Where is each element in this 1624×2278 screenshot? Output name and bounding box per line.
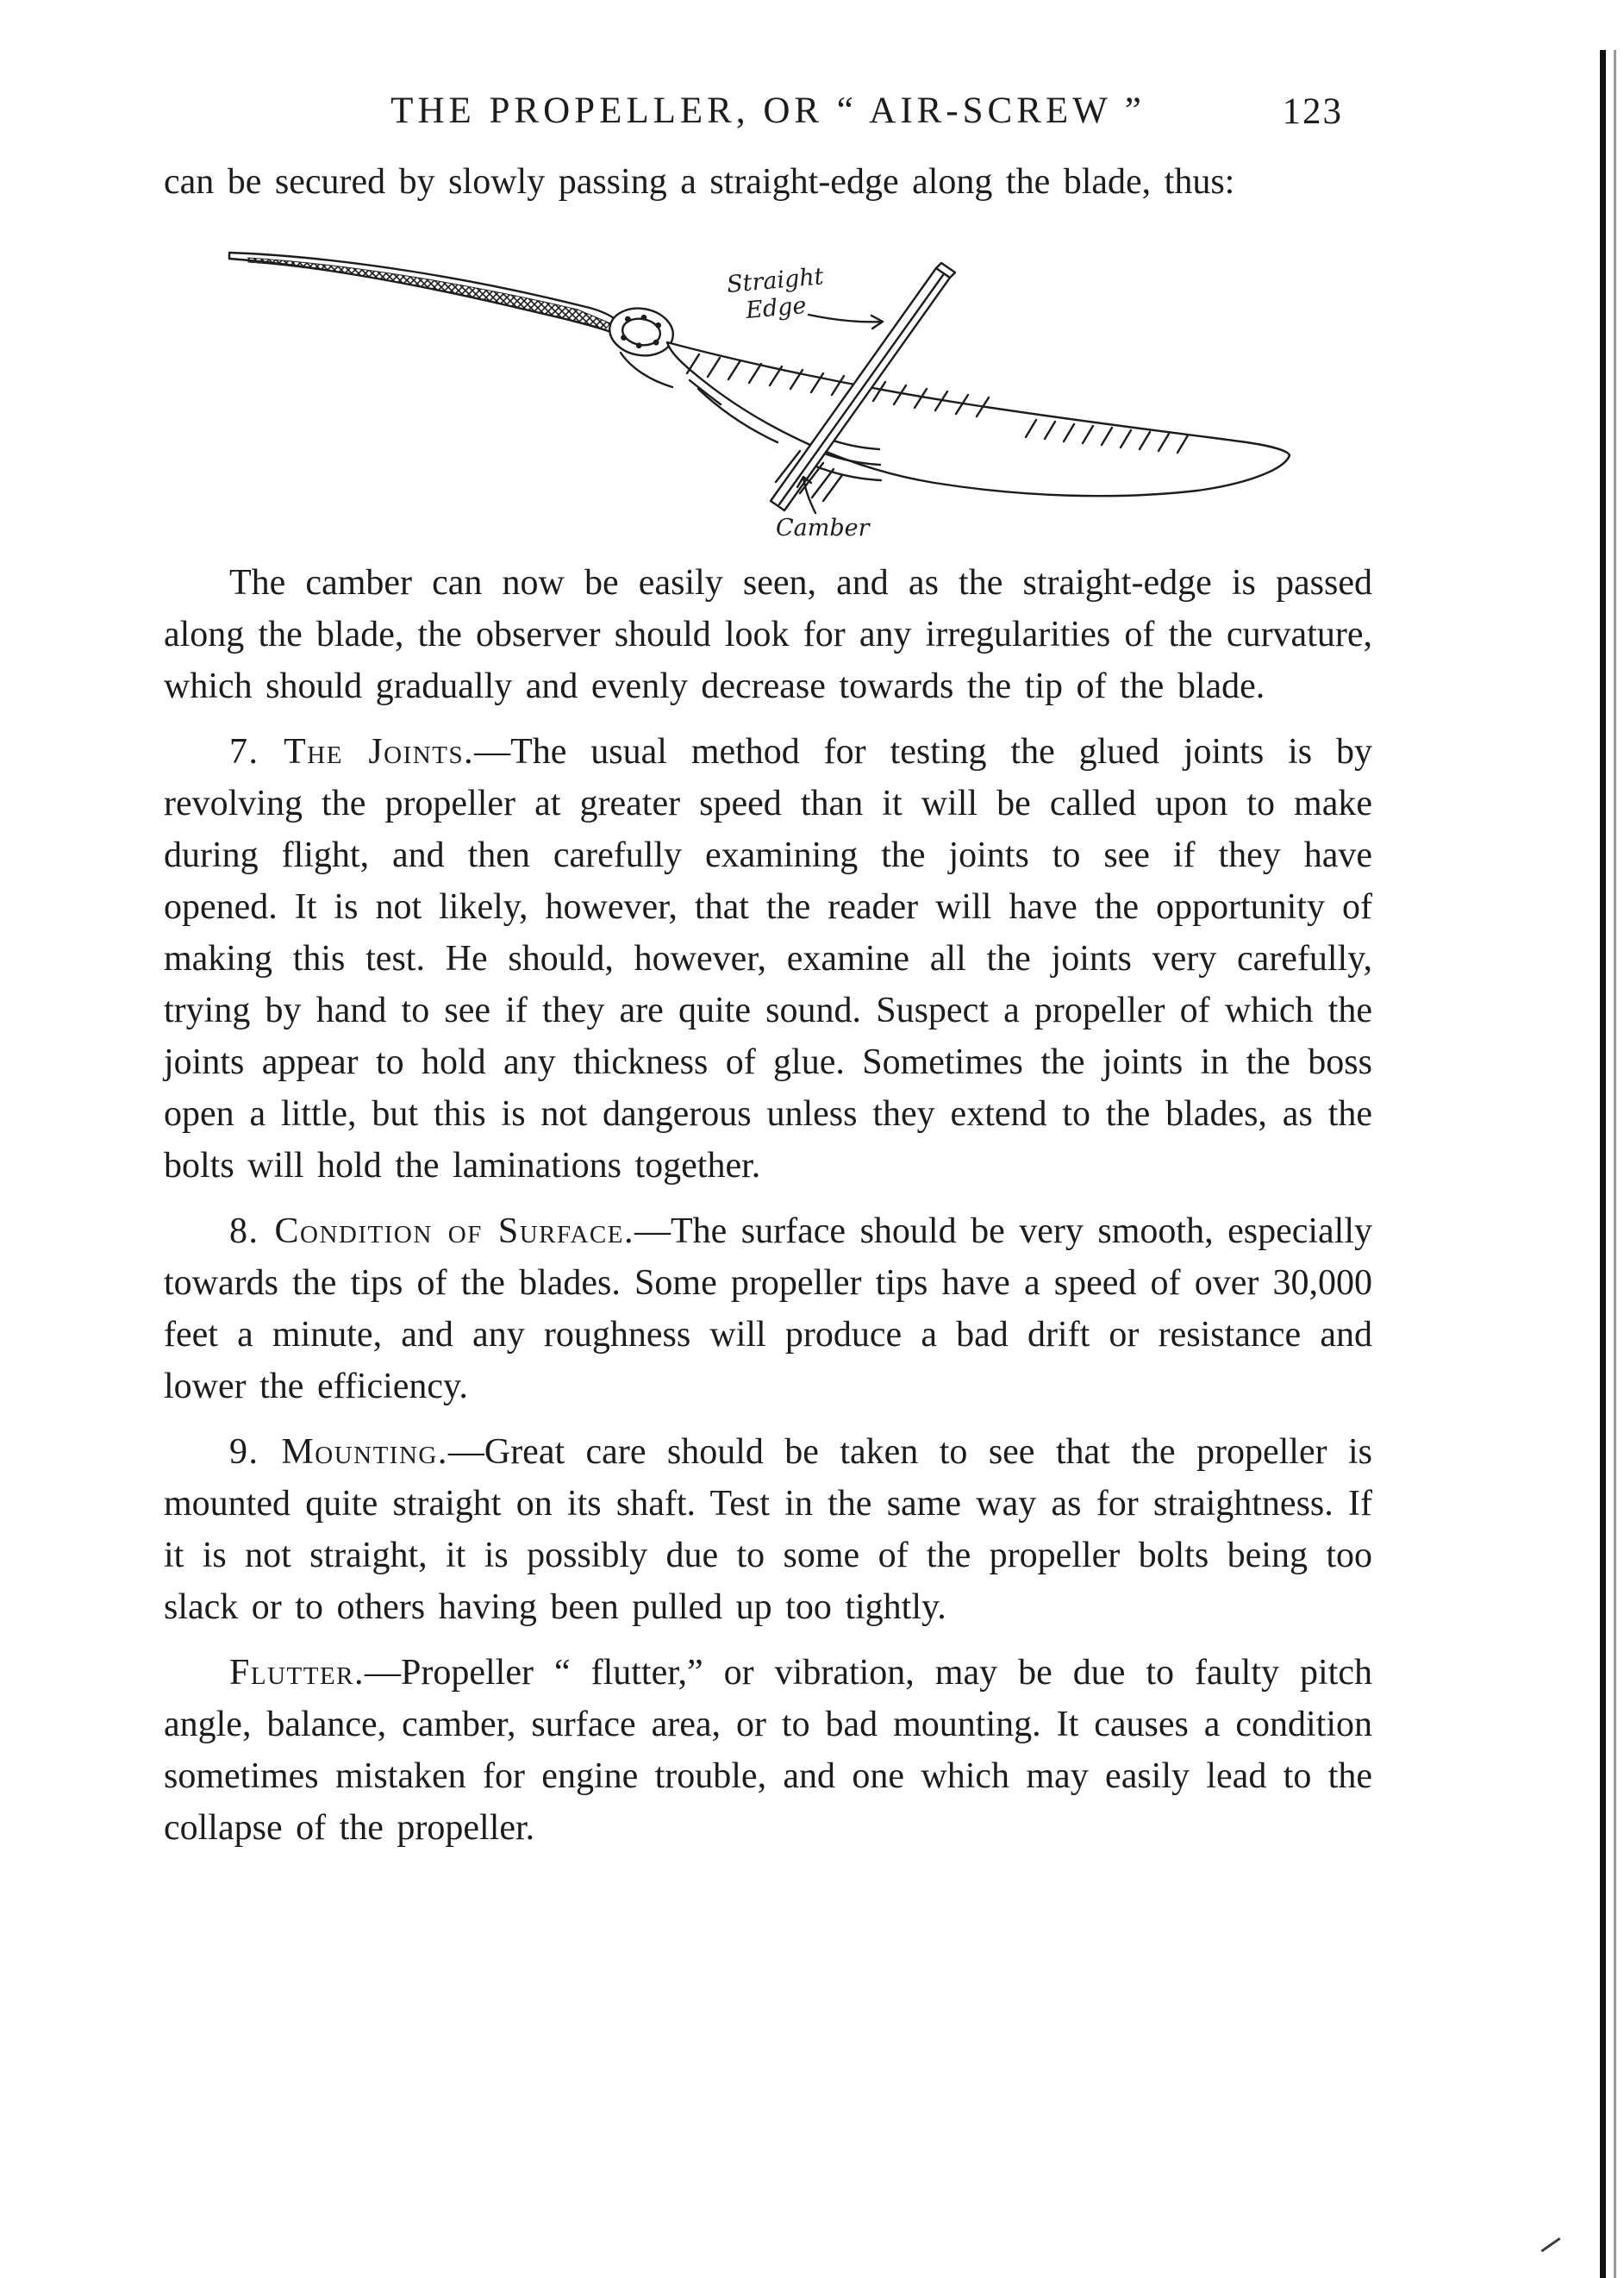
paragraph-text: —Great care should be taken to see that the propeller is mounted quite straight on its shaft. Test in the same way as for straightness. If it is not straight, it is possibly due to some of the propeller bolts being too slack or to others having been pulled up too tightly. bbox=[164, 1432, 1373, 1627]
far-blade bbox=[229, 253, 623, 334]
paragraph-text: The camber can now be easily seen, and as the straight-edge is passed along the blade, the observer should look for any irregularities of the curvature, which should gradually and evenly decrease towards the tip of the blade. bbox=[164, 563, 1372, 706]
paragraph-text: can be secured by slowly passing a straight-edge along the blade, thus: bbox=[164, 162, 1235, 202]
section-heading-flutter: Flutter. bbox=[229, 1653, 365, 1693]
running-header bbox=[164, 90, 1372, 132]
paragraph-text: —Propeller “ flutter,” or vibration, may be due to faulty pitch angle, balance, camber, surface area, or to bad mounting. It causes a condition sometimes mistaken for engine trouble, and one which may easily lead to the collapse of the propeller. bbox=[164, 1653, 1372, 1848]
label-straight-edge-line1: Straight bbox=[725, 263, 825, 298]
paragraph-joints bbox=[164, 726, 1372, 1192]
label-camber: Camber bbox=[776, 515, 870, 539]
propeller-boss bbox=[606, 304, 677, 360]
propeller-sketch bbox=[217, 228, 1312, 539]
straight-edge-label bbox=[726, 263, 883, 329]
paragraph-text: —The surface should be very smooth, especially towards the tips of the blades. Some propeller tips have a speed of over 30,000 feet a minute, and any roughness will produce a bad drift or resistance and lower the efficiency. bbox=[164, 1211, 1372, 1406]
paragraph-mounting bbox=[164, 1426, 1372, 1633]
paragraph-flutter bbox=[164, 1647, 1372, 1854]
binding-shadow-line bbox=[1614, 50, 1616, 2278]
binding-line bbox=[1600, 50, 1606, 2278]
label-straight-edge-line2: Edge bbox=[744, 291, 808, 324]
paragraph-text: —The usual method for testing the glued joints is by revolving the propeller at greater speed than it will be called upon to make during flight, and then carefully examining the joints to see if they have opened. It is not likely, however, that the reader will have the opportunity of making this test. He should, however, examine all the joints very carefully, trying by hand to see if they are quite sound. Suspect a propeller of which the joints appear to hold any thickness of glue. Sometimes the joints in the boss open a little, but this is not dangerous unless they extend to the blades, as the bolts will hold the laminations together. bbox=[164, 732, 1372, 1186]
book-page bbox=[164, 90, 1372, 1854]
page-title: THE PROPELLER, OR “ AIR-SCREW ” bbox=[390, 91, 1146, 131]
straight-edge-arrow bbox=[809, 315, 883, 329]
section-heading-mounting: 9. Mounting. bbox=[229, 1432, 448, 1472]
paragraph-intro-continuation bbox=[164, 156, 1372, 208]
propeller-illustration bbox=[217, 228, 1312, 543]
section-heading-condition-of-surface: 8. Condition of Surface. bbox=[229, 1211, 634, 1251]
paragraph-camber bbox=[164, 557, 1372, 712]
near-blade bbox=[621, 342, 1290, 501]
page-number: 123 bbox=[1282, 91, 1343, 132]
section-heading-joints: 7. The Joints. bbox=[229, 732, 475, 772]
scan-artifact-mark bbox=[1540, 2237, 1560, 2252]
paragraph-condition-of-surface bbox=[164, 1205, 1372, 1412]
